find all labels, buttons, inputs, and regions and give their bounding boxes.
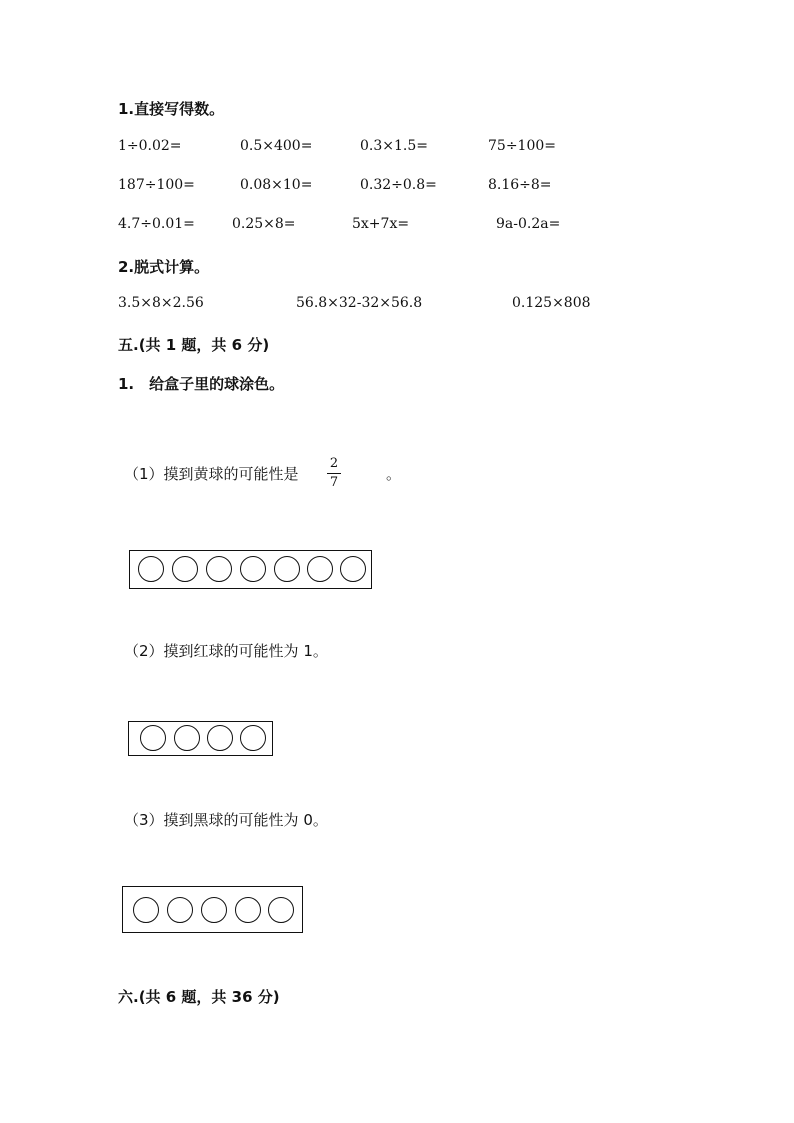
calc-item: 4.7÷0.01=	[118, 216, 195, 232]
part1-text: （1）摸到黄球的可能性是	[124, 465, 299, 483]
ball-circle[interactable]	[340, 556, 366, 582]
calc-item: 0.25×8=	[232, 216, 296, 232]
fraction-numerator: 2	[329, 456, 339, 471]
question-title-step-calc: 2.脱式计算。	[118, 258, 210, 276]
fraction-two-sevenths	[327, 457, 341, 490]
question-title-direct-calc: 1.直接写得数。	[118, 100, 225, 118]
calc-item: 3.5×8×2.56	[118, 295, 204, 311]
ball-circle[interactable]	[240, 725, 266, 751]
part2-text: （2）摸到红球的可能性为 1。	[124, 642, 328, 660]
ball-box-3	[122, 886, 303, 933]
ball-circle[interactable]	[240, 556, 266, 582]
ball-circle[interactable]	[133, 897, 159, 923]
section-heading-five: 五.(共 1 题，共 6 分)	[118, 336, 270, 354]
question-title-color-balls: 1. 给盒子里的球涂色。	[118, 375, 285, 393]
ball-circle[interactable]	[172, 556, 198, 582]
calc-item: 8.16÷8=	[488, 177, 552, 193]
ball-box-1	[129, 550, 372, 589]
calc-item: 0.32÷0.8=	[360, 177, 437, 193]
section-heading-six: 六.(共 6 题，共 36 分)	[118, 988, 280, 1006]
ball-circle[interactable]	[207, 725, 233, 751]
ball-circle[interactable]	[174, 725, 200, 751]
calc-item: 0.3×1.5=	[360, 138, 428, 154]
calc-item: 9a-0.2a=	[496, 216, 561, 232]
ball-circle[interactable]	[307, 556, 333, 582]
ball-box-2	[128, 721, 273, 756]
ball-circle[interactable]	[167, 897, 193, 923]
fraction-denominator: 7	[329, 475, 339, 490]
calc-item: 56.8×32-32×56.8	[296, 295, 423, 311]
ball-circle[interactable]	[274, 556, 300, 582]
calc-item: 1÷0.02=	[118, 138, 182, 154]
ball-circle[interactable]	[268, 897, 294, 923]
ball-circle[interactable]	[201, 897, 227, 923]
ball-circle[interactable]	[235, 897, 261, 923]
calc-item: 0.5×400=	[240, 138, 313, 154]
calc-item: 0.08×10=	[240, 177, 313, 193]
ball-circle[interactable]	[206, 556, 232, 582]
part1-end-punct: 。	[386, 465, 402, 483]
ball-circle[interactable]	[140, 725, 166, 751]
calc-item: 75÷100=	[488, 138, 556, 154]
ball-circle[interactable]	[138, 556, 164, 582]
calc-item: 0.125×808	[512, 295, 591, 311]
calc-item: 187÷100=	[118, 177, 195, 193]
calc-item: 5x+7x=	[352, 216, 410, 232]
part3-text: （3）摸到黑球的可能性为 0。	[124, 811, 328, 829]
fraction-bar	[327, 473, 341, 474]
